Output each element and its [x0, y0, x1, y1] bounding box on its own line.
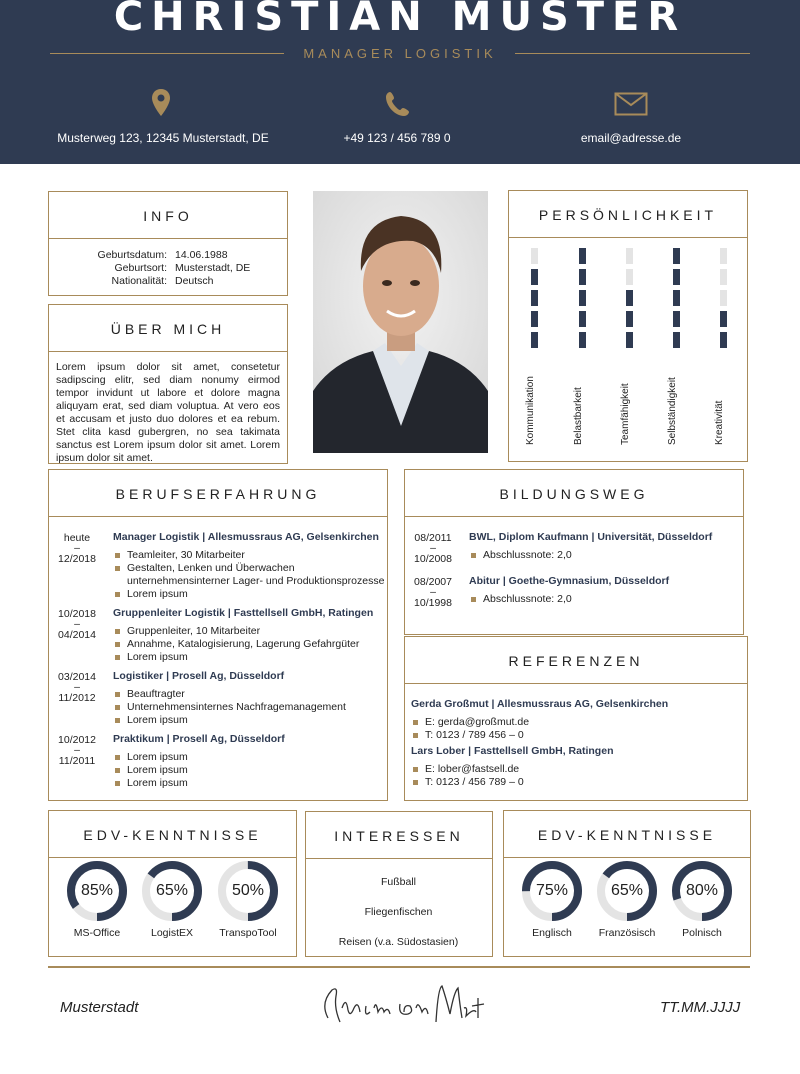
entry-heading: Gerda Großmut | Allesmussraus AG, Gelsenkirchen	[411, 698, 669, 710]
personality-segment	[720, 248, 727, 264]
date-to: 10/2008	[414, 553, 452, 565]
personality-title: PERSÖNLICHKEIT	[509, 191, 747, 238]
contact-phone: +49 123 / 456 789 0	[343, 131, 451, 145]
profile-photo	[313, 191, 488, 453]
bullet-text: E: gerda@großmut.de	[425, 716, 530, 728]
entry-heading: Lars Lober | Fasttellsell GmbH, Ratingen	[411, 745, 614, 757]
skill-label: Englisch	[532, 927, 572, 939]
bullet-marker	[413, 780, 418, 785]
date-dash: –	[430, 542, 436, 554]
bullet-text: Lorem ipsum	[127, 714, 188, 726]
bullet-marker	[115, 718, 120, 723]
personality-segment	[531, 311, 538, 327]
contact-address: Musterweg 123, 12345 Musterstadt, DE	[57, 131, 269, 145]
date-to: 04/2014	[58, 629, 96, 641]
interests-box	[305, 811, 493, 957]
edv-skills-box	[48, 810, 297, 957]
bullet-item	[115, 764, 188, 776]
personality-segment	[626, 248, 633, 264]
bullet-marker	[115, 629, 120, 634]
personality-segment	[720, 332, 727, 348]
experience-title: BERUFSERFAHRUNG	[49, 470, 387, 517]
skill-label: Polnisch	[682, 927, 722, 939]
personality-bar-3	[626, 248, 633, 358]
entry-heading: Praktikum | Prosell Ag, Düsseldorf	[113, 733, 285, 745]
personality-segment	[579, 290, 586, 306]
personality-segment	[626, 332, 633, 348]
personality-segment	[579, 248, 586, 264]
bullet-text: Gestalten, Lenken und Überwachen	[127, 562, 295, 574]
language-skills-title: EDV-KENNTNISSE	[504, 811, 750, 858]
personality-label: Teamfähigkeit	[620, 383, 631, 445]
bullet-item	[115, 549, 245, 561]
footer-city: Musterstadt	[60, 999, 139, 1016]
footer-divider	[48, 966, 750, 968]
date-range	[52, 608, 102, 641]
bullet-item	[115, 562, 295, 574]
bullet-text: Lorem ipsum	[127, 777, 188, 789]
bullet-item	[471, 593, 572, 605]
personality-segment	[579, 269, 586, 285]
entry-heading: Abitur | Goethe-Gymnasium, Düsseldorf	[469, 575, 670, 587]
skill-percent: 65%	[155, 882, 189, 899]
bullet-item	[115, 688, 185, 700]
bullet-item	[413, 776, 524, 788]
personality-segment	[579, 332, 586, 348]
personality-segment	[531, 332, 538, 348]
personality-bar-4	[673, 248, 680, 358]
bullet-marker	[471, 597, 476, 602]
bullet-marker	[471, 553, 476, 558]
date-range	[408, 576, 458, 609]
skill-percent: 80%	[685, 882, 719, 899]
bullet-continuation	[115, 575, 384, 587]
info-value: Deutsch	[175, 275, 214, 287]
bullet-text: Unternehmensinternes Nachfragemanagement	[127, 701, 346, 713]
education-title: BILDUNGSWEG	[405, 470, 743, 517]
personality-segment	[626, 290, 633, 306]
date-range	[52, 532, 102, 565]
job-title: MANAGER LOGISTIK	[303, 46, 497, 61]
bullet-text: Lorem ipsum	[127, 764, 188, 776]
bullet-text: T: 0123 / 456 789 – 0	[425, 776, 524, 788]
personality-label: Selbständigkeit	[667, 377, 678, 445]
skill-label: MS-Office	[73, 927, 121, 939]
info-title: INFO	[49, 192, 287, 239]
date-range	[408, 532, 458, 565]
interests-title: INTERESSEN	[306, 812, 492, 859]
bullet-item	[115, 701, 346, 713]
bullet-item	[115, 714, 188, 726]
bullet-marker	[115, 655, 120, 660]
personality-bar-5	[720, 248, 727, 358]
date-from: 03/2014	[58, 671, 96, 683]
references-box	[404, 636, 748, 801]
education-box	[404, 469, 744, 635]
personality-segment	[531, 290, 538, 306]
about-text: Lorem ipsum dolor sit amet, consetetur sadipscing elitr, sed diam nonumy eirmod tempor invidunt ut labore et dolore magna aliquyam erat, sed diam voluptua. At vero eos et accusam et justo duo dolores et ea rebum. Stet clita kasd gubergren, no sea takimata sanctus est Lorem ipsum dolor sit amet. Lorem ipsum dolor sit amet.	[56, 361, 280, 464]
skill-percent: 85%	[80, 882, 114, 899]
personality-segment	[720, 290, 727, 306]
bullet-item	[471, 549, 572, 561]
date-from: 10/2018	[58, 608, 96, 620]
personality-segment	[579, 311, 586, 327]
location-pin-icon	[150, 88, 172, 123]
bullet-item	[115, 751, 188, 763]
bullet-item	[115, 588, 188, 600]
bullet-marker	[115, 781, 120, 786]
experience-box	[48, 469, 388, 801]
personality-segment	[626, 311, 633, 327]
bullet-text: Lorem ipsum	[127, 651, 188, 663]
edv-skills-title: EDV-KENNTNISSE	[49, 811, 296, 858]
date-range	[52, 671, 102, 704]
personality-segment	[673, 248, 680, 264]
skill-label: TranspoTool	[219, 927, 277, 939]
bullet-text: Annahme, Katalogisierung, Lagerung Gefahrgüter	[127, 638, 360, 650]
personality-label: Kommunikation	[525, 376, 536, 445]
personality-segment	[531, 269, 538, 285]
bullet-marker	[413, 767, 418, 772]
signature-image	[318, 978, 488, 1032]
candidate-name: CHRISTIAN MUSTER	[113, 0, 687, 40]
contact-email[interactable]: email@adresse.de	[580, 131, 682, 145]
personality-segment	[531, 248, 538, 264]
skill-label: Französisch	[598, 927, 656, 939]
info-box	[48, 191, 288, 296]
bullet-text: Lorem ipsum	[127, 751, 188, 763]
bullet-text: Beauftragter	[127, 688, 185, 700]
bullet-marker	[115, 755, 120, 760]
bullet-marker	[413, 720, 418, 725]
date-dash: –	[74, 618, 80, 630]
bullet-text: Abschlussnote: 2,0	[483, 549, 572, 561]
date-to: 11/2011	[58, 755, 96, 767]
bullet-text: T: 0123 / 789 456 – 0	[425, 729, 524, 741]
bullet-marker	[115, 705, 120, 710]
footer-date: TT.MM.JJJJ	[660, 999, 741, 1016]
date-to: 10/1998	[414, 597, 452, 609]
bullet-marker	[115, 592, 120, 597]
skill-percent: 75%	[535, 882, 569, 899]
info-label: Nationalität:	[111, 275, 167, 287]
bullet-text: Abschlussnote: 2,0	[483, 593, 572, 605]
personality-segment	[720, 311, 727, 327]
personality-segment	[673, 332, 680, 348]
about-box	[48, 304, 288, 464]
bullet-item	[115, 638, 359, 650]
phone-icon	[384, 90, 412, 123]
entry-heading: Logistiker | Prosell Ag, Düsseldorf	[113, 670, 285, 682]
interest-item: Reisen (v.a. Südostasien)	[338, 936, 459, 948]
date-from: 10/2012	[58, 734, 96, 746]
skill-percent: 65%	[610, 882, 644, 899]
bullet-marker	[413, 733, 418, 738]
personality-segment	[673, 269, 680, 285]
about-title: ÜBER MICH	[49, 305, 287, 352]
personality-segment	[673, 290, 680, 306]
bullet-item	[413, 729, 524, 741]
bullet-text: Teamleiter, 30 Mitarbeiter	[127, 549, 245, 561]
date-dash: –	[74, 542, 80, 554]
bullet-item	[115, 777, 188, 789]
info-label: Geburtsdatum:	[97, 249, 167, 261]
personality-label: Belastbarkeit	[573, 387, 584, 445]
personality-bar-2	[579, 248, 586, 358]
entry-heading: Gruppenleiter Logistik | Fasttellsell GmbH, Ratingen	[113, 607, 374, 619]
skill-percent: 50%	[231, 882, 265, 899]
bullet-marker	[115, 642, 120, 647]
date-range	[52, 734, 102, 767]
bullet-text: E: lober@fastsell.de	[425, 763, 520, 775]
info-value: Musterstadt, DE	[175, 262, 251, 274]
bullet-text: unternehmensinterner Lager- und Produktionsprozesse	[127, 575, 385, 587]
date-dash: –	[74, 744, 80, 756]
date-to: 12/2018	[58, 553, 96, 565]
info-value: 14.06.1988	[175, 249, 228, 261]
bullet-item	[115, 625, 260, 637]
skill-label: LogistEX	[150, 927, 194, 939]
personality-label: Kreativität	[714, 400, 725, 445]
interest-item: Fliegenfischen	[364, 906, 433, 918]
info-label: Geburtsort:	[114, 262, 167, 274]
bullet-item	[413, 763, 519, 775]
references-title: REFERENZEN	[405, 637, 747, 684]
date-from: 08/2007	[414, 576, 452, 588]
email-envelope-icon	[614, 92, 648, 121]
date-from: heute	[63, 532, 91, 544]
personality-segment	[626, 269, 633, 285]
entry-heading: BWL, Diplom Kaufmann | Universität, Düsseldorf	[469, 531, 713, 543]
bullet-text: Lorem ipsum	[127, 588, 188, 600]
entry-heading: Manager Logistik | Allesmussraus AG, Gelsenkirchen	[113, 531, 379, 543]
bullet-marker	[115, 566, 120, 571]
personality-bar-1	[531, 248, 538, 358]
bullet-text: Gruppenleiter, 10 Mitarbeiter	[127, 625, 261, 637]
interest-item: Fußball	[380, 876, 416, 888]
personality-box	[508, 190, 748, 462]
bullet-marker	[115, 553, 120, 558]
date-from: 08/2011	[414, 532, 452, 544]
bullet-marker	[115, 692, 120, 697]
bullet-marker	[115, 768, 120, 773]
date-dash: –	[74, 681, 80, 693]
date-to: 11/2012	[58, 692, 96, 704]
personality-segment	[673, 311, 680, 327]
bullet-item	[115, 651, 188, 663]
personality-segment	[720, 269, 727, 285]
language-skills-box	[503, 810, 751, 957]
bullet-item	[413, 716, 529, 728]
date-dash: –	[430, 586, 436, 598]
